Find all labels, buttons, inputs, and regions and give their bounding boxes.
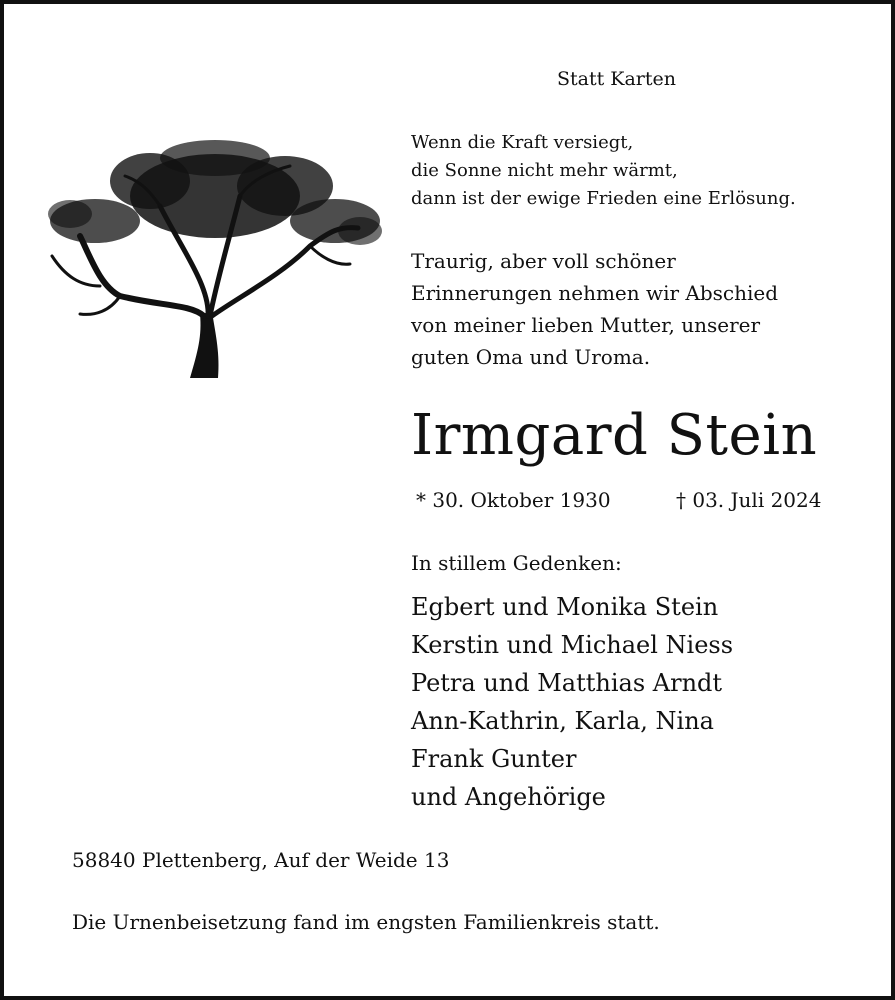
intro-text: [411, 245, 778, 373]
mourner-entry: Frank Gunter: [411, 745, 577, 773]
birth-date: * 30. Oktober 1930: [416, 488, 611, 512]
memorial-label: In stillem Gedenken:: [411, 551, 622, 575]
death-date: † 03. Juli 2024: [676, 488, 822, 512]
address: 58840 Plettenberg, Auf der Weide 13: [72, 848, 450, 872]
intro-line: Erinnerungen nehmen wir Abschied: [411, 281, 779, 305]
mourners-list: [411, 588, 733, 816]
header-statt-karten: Statt Karten: [557, 68, 677, 90]
mourner-entry: Kerstin und Michael Niess: [411, 631, 734, 659]
mourner-entry: und Angehörige: [411, 783, 606, 811]
intro-line: guten Oma und Uroma.: [411, 345, 651, 369]
mourner-entry: Ann-Kathrin, Karla, Nina: [411, 707, 714, 735]
deceased-name: Irmgard Stein: [411, 403, 818, 468]
verse-line: die Sonne nicht mehr wärmt,: [411, 160, 678, 181]
intro-line: von meiner lieben Mutter, unserer: [411, 313, 761, 337]
tree-silhouette-icon: [40, 136, 386, 378]
mourner-entry: Egbert und Monika Stein: [411, 593, 719, 621]
intro-line: Traurig, aber voll schöner: [411, 249, 676, 273]
mourner-entry: Petra und Matthias Arndt: [411, 669, 723, 697]
verse-line: dann ist der ewige Frieden eine Erlösung.: [411, 188, 796, 209]
verse-line: Wenn die Kraft versiegt,: [411, 132, 634, 153]
burial-note: Die Urnenbeisetzung fand im engsten Familienkreis statt.: [72, 910, 660, 934]
verse: [411, 129, 796, 213]
